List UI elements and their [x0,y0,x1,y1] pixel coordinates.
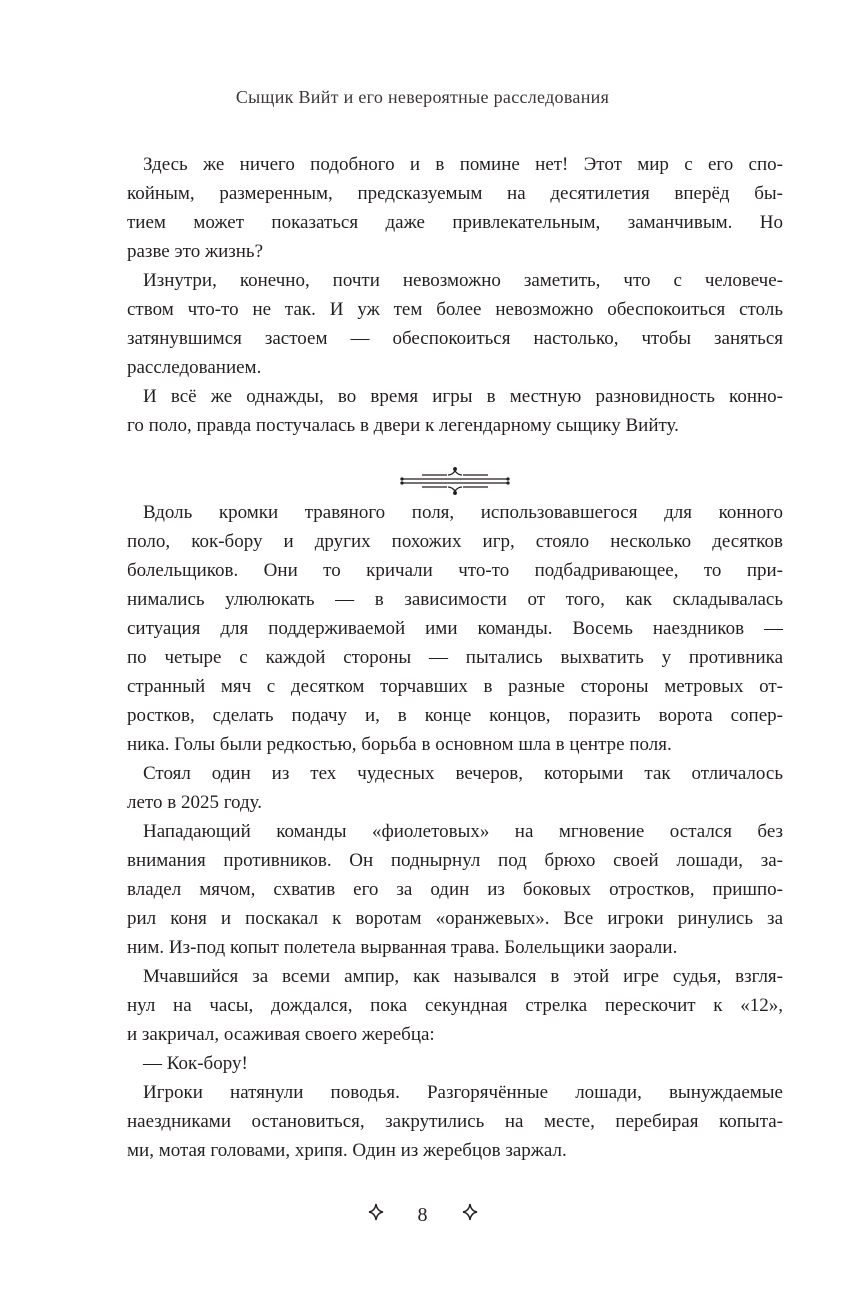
text-line: поло, кок-бору и других похожих игр, стояло несколько десятков [127,531,783,552]
text-line: Здесь же ничего подобного и в помине нет! Этот мир с его спо- [143,154,783,175]
text-line: Нападающий команды «фиолетовых» на мгновение остался без [143,821,783,842]
text-line: Вдоль кромки травяного поля, использовавшегося для конного [143,502,783,523]
text-line: Стоял один из тех чудесных вечеров, которыми так отличалось [143,763,783,784]
paragraph [127,266,783,382]
text-line: по четыре с каждой стороны — пытались выхватить у противника [127,647,783,668]
text-line: болельщиков. Они то кричали что-то подбадривающее, то при- [127,560,783,581]
star-ornament-icon [462,1203,478,1227]
paragraph [127,817,783,962]
text-line: Игроки натянули поводья. Разгорячённые лошади, вынуждаемые [143,1082,783,1103]
text-line: ним. Из-под копыт полетела вырванная трава. Болельщики заорали. [127,937,678,958]
text-line: нимались улюлюкать — в зависимости от того, как складывалась [127,589,783,610]
section-divider-ornament-icon [127,440,783,498]
text-line: странный мяч с десятком торчавших в разные стороны метровых от- [127,676,783,697]
text-line: го поло, правда постучалась в двери к легендарному сыщику Вийту. [127,415,679,436]
running-header: Сыщик Вийт и его невероятные расследования [235,87,610,107]
text-line: и закричал, осаживая своего жеребца: [127,1024,435,1045]
text-line: наездниками остановиться, закрутились на месте, перебирая копыта- [127,1111,783,1132]
text-line: Изнутри, конечно, почти невозможно заметить, что с человече- [143,270,783,291]
text-line: тием может показаться даже привлекательным, заманчивым. Но [127,212,783,233]
text-line: владел мячом, схватив его за один из боковых отростков, пришпо- [127,879,783,900]
text-line: расследованием. [127,357,262,378]
text-line: ством что-то не так. И уж тем более невозможно обеспокоиться столь [127,299,783,320]
text-line: Мчавшийся за всеми ампир, как назывался в этой игре судья, взгля- [143,966,783,987]
paragraph [127,150,783,266]
star-ornament-icon [368,1203,384,1227]
text-line: ми, мотая головами, хрипя. Один из жеребцов заржал. [127,1140,567,1161]
text-line: ника. Голы были редкостью, борьба в основном шла в центре поля. [127,734,672,755]
paragraph [127,498,783,759]
page-body [127,150,783,1165]
paragraph [127,1078,783,1165]
text-line: разве это жизнь? [127,241,264,262]
text-line: лето в 2025 году. [127,792,262,813]
text-line: — Кок-бору! [143,1053,248,1074]
paragraph [127,1049,783,1078]
paragraph [127,962,783,1049]
text-line: ростков, сделать подачу и, в конце концов, поразить ворота сопер- [127,705,783,726]
text-line: внимания противников. Он поднырнул под брюхо своей лошади, за- [127,850,783,871]
page-number: 8 [417,1204,428,1226]
text-line: И всё же однажды, во время игры в местную разновидность конно- [143,386,783,407]
text-line: нул на часы, дождался, пока секундная стрелка перескочит к «12», [127,995,783,1016]
text-line: рил коня и поскакал к воротам «оранжевых». Все игроки ринулись за [127,908,783,929]
paragraph [127,382,783,440]
text-line: койным, размеренным, предсказуемым на десятилетия вперёд бы- [127,183,783,204]
paragraph [127,759,783,817]
page-footer [0,1203,845,1227]
text-line: ситуация для поддерживаемой ими команды. Восемь наездников — [127,618,783,639]
text-line: затянувшимся застоем — обеспокоиться настолько, чтобы заняться [127,328,783,349]
